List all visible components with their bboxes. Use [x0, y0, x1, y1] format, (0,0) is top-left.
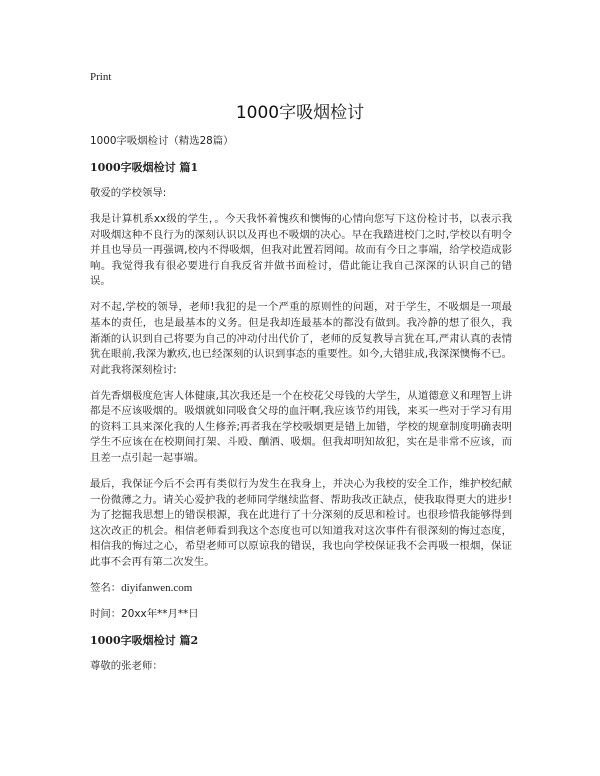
signature-value: diyifanwen.com: [121, 581, 193, 594]
paragraph: 我是计算机系xx级的学生，。今天我怀着愧疚和懊悔的心情向您写下这份检讨书，以表示我对吸烟这种不良行为的深刻认识以及再也不吸烟的决心。早在我踏进校门之时,学校以有明令并且也导员一再强调,校内不得吸烟，但我对此置若罔闻。故而有今日之事端，给学校造成影响。我觉得我有很必要进行自我反省并做书面检讨，借此能让我自己深深的认识自己的错误。: [90, 212, 512, 288]
paragraph: 最后，我保证今后不会再有类似行为发生在我身上，并决心为我校的安全工作，维护校纪献一份微薄之力。请关心爱护我的老师同学继续监督、帮助我改正缺点，使我取得更大的进步!为了挖掘我思想上的错误根源，我在此进行了十分深刻的反思和检讨。也很珍惜我能够得到这次改正的机会。相信老师看到我这个态度也可以知道我对这次事件有很深刻的悔过态度，相信我的悔过之心，希望老师可以原谅我的错误，我也向学校保证我不会再吸一根烟，保证此事不会再有第二次发生。: [90, 478, 512, 568]
date-value: 20xx年**月**日: [121, 607, 199, 620]
date-line: [90, 607, 512, 623]
paragraph: 首先香烟极度危害人体健康,其次我还是一个在校花父母钱的大学生，从道德意义和理智上讲都是不应该吸烟的。吸烟就如同吸食父母的血汗啊,我应该节约用钱，来买一些对于学习有用的资料工具来深化我的人生修养;再者我在学校吸烟更是错上加错，学校的规章制度明确表明学生不应该在在校期间打架、斗殴、酗酒、吸烟。但我却明知故犯，实在是非常不应该，而且差一点引起一起事端。: [90, 389, 512, 465]
signature-line: [90, 581, 512, 597]
salutation-2: 尊敬的张老师：: [90, 659, 163, 672]
salutation-1: 敬爱的学校领导:: [90, 186, 167, 199]
print-link[interactable]: Print: [90, 71, 112, 83]
date-label: 时间：: [90, 607, 122, 620]
paragraph: 对不起,学校的领导，老师!我犯的是一个严重的原则性的问题，对于学生，不吸烟是一项最基本的责任，也是最基本的义务。但是我却连最基本的都没有做到。我冷静的想了很久，我渐渐的认识到自己将要为自己的冲动付出代价了，老师的反复教导言犹在耳,严肃认真的表情犹在眼前,我深为歉疚,也已经深刻的认识到事态的重要性。如今,大错驻成,我深深懊悔不已。对此我将深刻检讨:: [90, 301, 512, 376]
section-heading-2: 1000字吸烟检讨 篇2: [90, 633, 199, 647]
page-title: 1000字吸烟检讨: [235, 103, 365, 123]
document-subtitle: 1000字吸烟检讨（精选28篇）: [90, 135, 234, 147]
signature-label: 签名：: [90, 581, 122, 594]
document-body: [90, 134, 512, 685]
section-heading-1: 1000字吸烟检讨 篇1: [90, 160, 199, 174]
